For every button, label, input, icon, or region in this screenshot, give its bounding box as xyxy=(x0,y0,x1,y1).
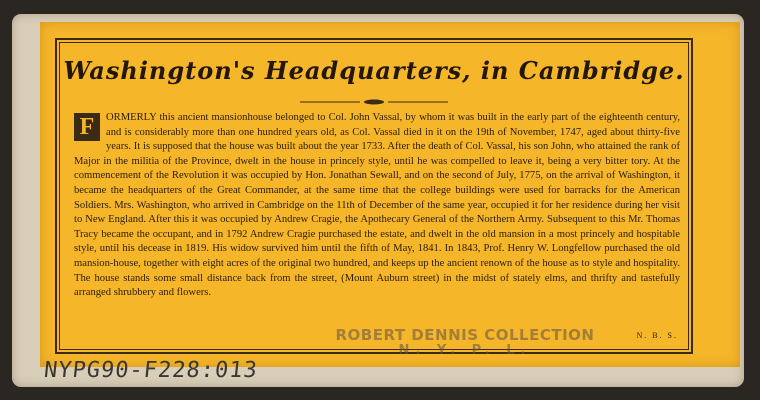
paragraph-text: ORMERLY this ancient mansionhouse belonged to Col. John Vassal, by whom it was built in the early part of the eighteenth century, and is considerably more than one hundred years old, as Col. Vassal died in it on the 19th of November, 1747, aged about thirty-five years. It is supposed that the house was built about the year 1733. After the death of Col. Vassal, his son John, who attained the rank of Major in the militia of the Province, dwelt in the house in princely style, until he was compelled to leave it, being a very bitter tory. At the commencement of the Revolution it was occupied by Hon. Jonathan Sewall, and on the second of July, 1775, on the arrival of Washington, it became the headquarters of the Great Commander, at the same time that the college buildings were used for barracks for the American Soldiers. Mrs. Washington, who arrived in Cambridge on the 11th of December of the same year, occupied it for her residence during her visit to New England. After this it was occupied by Andrew Cragie, the Apothecary General of the Northern Army. Subsequent to this Mr. Thomas Tracy became the occupant, and in 1792 Andrew Cragie purchased the estate, and dwelt in the old mansion in a most princely and hospitable style, until his decease in 1819. His widow survived him until the fifth of May, 1841. In 1843, Prof. Henry W. Longfellow purchased the old mansion-house, together with eight acres of the original two hundred, and keeps up the ancient renown of the house as to style and hospitality. The house stands some small distance back from the street, (Mount Auburn street) in the midst of stately elms, and thrifty and tastefully arranged shrubbery and flowers. xyxy=(74,112,680,299)
handwritten-call-number: NYPG90-F228:013 xyxy=(42,358,260,383)
stamp-library-name: N. Y. P. L. xyxy=(398,343,532,358)
author-initials: N. B. S. xyxy=(636,331,678,340)
ornamental-rule xyxy=(300,99,448,105)
drop-cap: F xyxy=(74,113,100,141)
stamp-collection-name: ROBERT DENNIS COLLECTION xyxy=(335,326,595,344)
history-paragraph xyxy=(74,111,680,301)
collection-stamp xyxy=(320,326,610,358)
card-title: Washington's Headquarters, in Cambridge. xyxy=(63,56,685,85)
